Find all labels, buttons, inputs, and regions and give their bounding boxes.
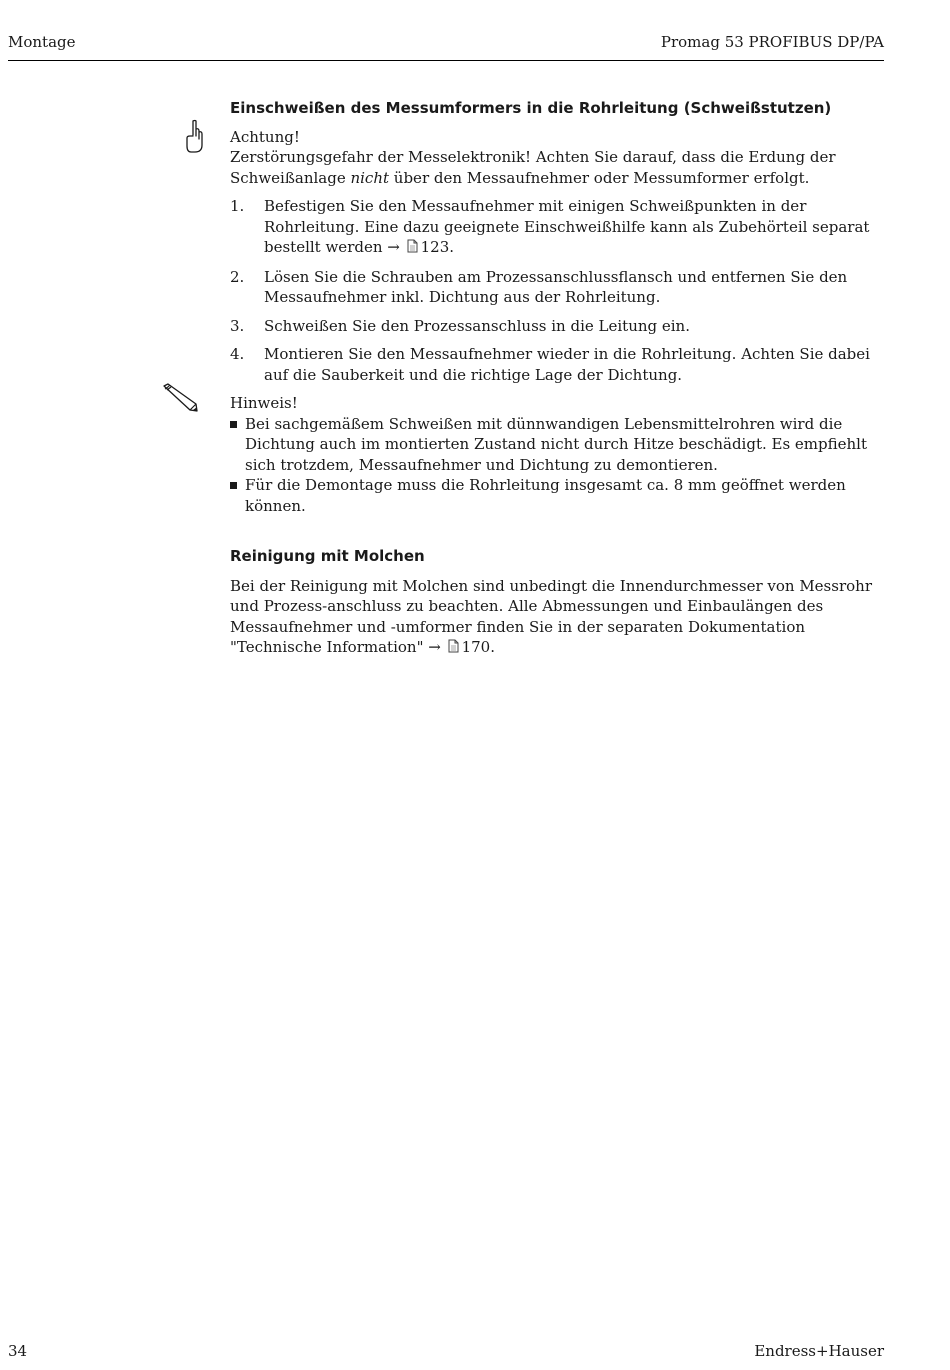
page-reference-icon bbox=[448, 638, 459, 659]
note-block bbox=[230, 393, 884, 516]
page-reference-icon bbox=[407, 238, 418, 259]
caution-emphasis: nicht bbox=[350, 168, 390, 187]
list-item: 1. Befestigen Sie den Messaufnehmer mit einigen Schweißpunkten in der Rohrleitung. Eine dazu geeignete Einschweißhilfe kann als Zubehörteil separat bestellt werden → 123. bbox=[230, 196, 884, 259]
pencil-icon bbox=[162, 383, 200, 419]
step-text: Montieren Sie den Messaufnehmer wieder in die Rohrleitung. Achten Sie dabei auf die Sauberkeit und die richtige Lage der Dichtung. bbox=[264, 345, 870, 384]
header-product: Promag 53 PROFIBUS DP/PA bbox=[660, 33, 884, 51]
step-number: 2. bbox=[230, 267, 245, 286]
list-item bbox=[230, 344, 884, 385]
header-divider bbox=[8, 60, 884, 61]
list-item bbox=[230, 316, 884, 337]
caution-label: Achtung! bbox=[230, 127, 300, 146]
step-number: 4. bbox=[230, 345, 245, 363]
cleaning-text: Bei der Reinigung mit Molchen sind unbedingt die Innendurchmesser von Messrohr und Prozess-anschluss zu beachten. Alle Abmessungen und Einbaulängen des Messaufnehmer und -umformer finden Sie in der separaten Dokumentation "Technische Information" → 170. bbox=[230, 576, 884, 659]
caution-block bbox=[230, 127, 884, 189]
page-reference[interactable]: 170 bbox=[461, 638, 491, 656]
note-bullets bbox=[230, 414, 884, 517]
note-label: Hinweis! bbox=[230, 394, 298, 412]
step-number: 3. bbox=[230, 316, 245, 335]
page-reference[interactable]: 123 bbox=[420, 238, 450, 256]
list-item bbox=[230, 267, 884, 308]
step-text: Lösen Sie die Schrauben am Prozessanschlussflansch und entfernen Sie den Messaufnehmer inkl. Dichtung aus der Rohrleitung. bbox=[264, 267, 848, 306]
welding-heading: Einschweißen des Messumformers in die Rohrleitung (Schweißstutzen) bbox=[230, 99, 832, 117]
list-item: Für die Demontage muss die Rohrleitung insgesamt ca. 8 mm geöffnet werden können. bbox=[230, 475, 884, 516]
step-text: Schweißen Sie den Prozessanschluss in die Leitung ein. bbox=[264, 316, 690, 335]
welding-steps bbox=[230, 196, 884, 385]
footer-company: Endress+Hauser bbox=[754, 1342, 884, 1360]
step-text: Befestigen Sie den Messaufnehmer mit einigen Schweißpunkten in der Rohrleitung. Eine dazu geeignete Einschweißhilfe kann als Zubehörteil separat bestellt werden → bbox=[264, 197, 870, 256]
cleaning-heading: Reinigung mit Molchen bbox=[230, 547, 425, 565]
main-content bbox=[230, 98, 884, 659]
page-number: 34 bbox=[8, 1342, 28, 1360]
step-number: 1. bbox=[230, 197, 245, 215]
caution-text: Zerstörungsgefahr der Messelektronik! Achten Sie darauf, dass die Erdung der Schweißanlage nicht über den Messaufnehmer oder Messumformer erfolgt. bbox=[230, 148, 836, 187]
bullet-square bbox=[230, 421, 237, 428]
bullet-square bbox=[230, 482, 237, 489]
list-item: Bei sachgemäßem Schweißen mit dünnwandigen Lebensmittelrohren wird die Dichtung auch im montierten Zustand nicht durch Hitze beschädigt. Es empfiehlt sich trotzdem, Messaufnehmer und Dichtung zu demontieren. bbox=[230, 414, 884, 476]
pointing-hand-icon bbox=[184, 119, 206, 161]
header-section: Montage bbox=[8, 33, 76, 51]
